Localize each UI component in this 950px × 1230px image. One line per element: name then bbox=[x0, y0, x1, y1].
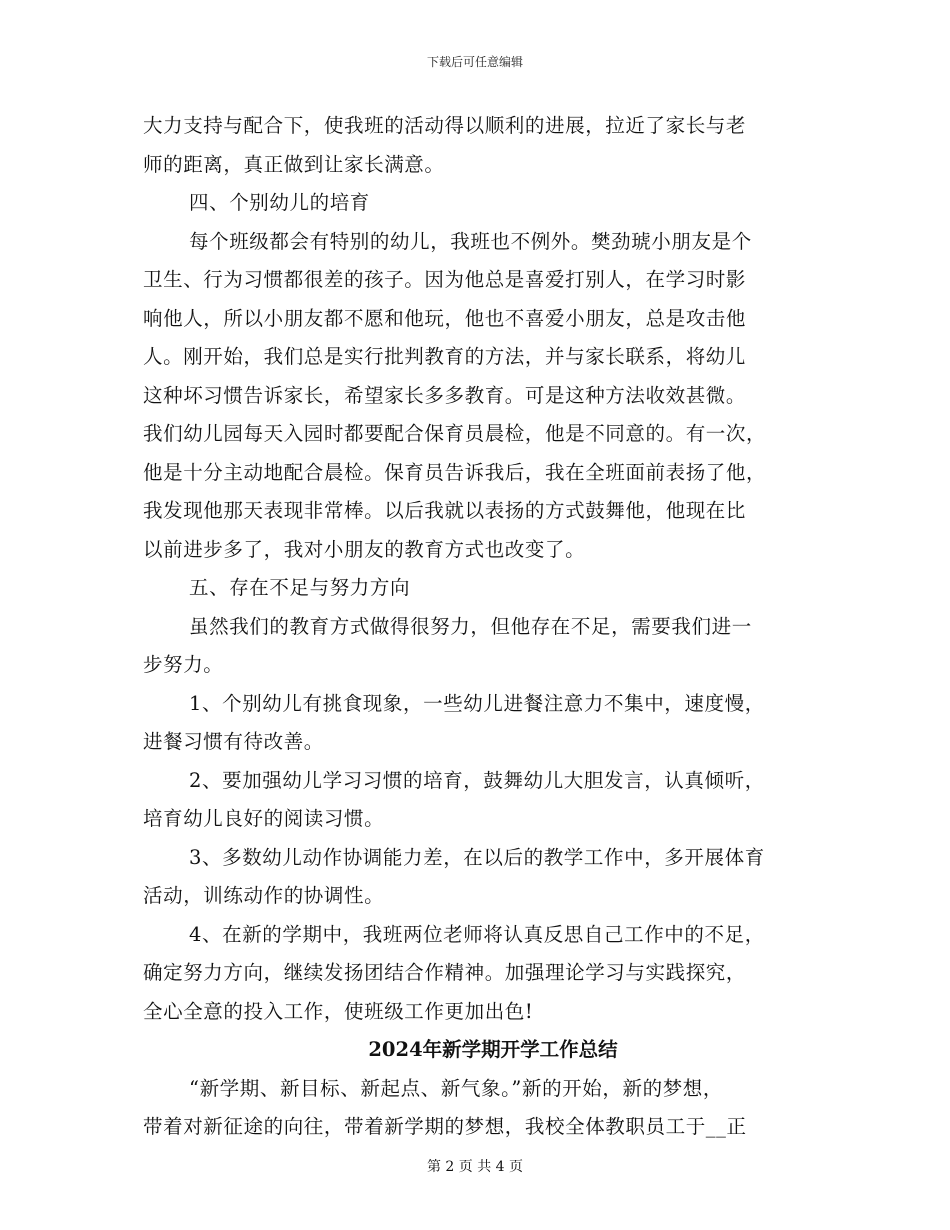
body-line: 虽然我们的教育方式做得很努力，但他存在不足，需要我们进一 bbox=[189, 614, 752, 638]
body-line: 他是十分主动地配合晨检。保育员告诉我后，我在全班面前表扬了他， bbox=[143, 460, 767, 484]
section-title: 2024年新学期开学工作总结 bbox=[368, 1038, 618, 1061]
body-line: 我发现他那天表现非常棒。以后我就以表扬的方式鼓舞他，他现在比 bbox=[143, 499, 747, 522]
body-line: 人。刚开始，我们总是实行批判教育的方法，并与家长联系，将幼儿 bbox=[143, 345, 747, 368]
body-line: 每个班级都会有特别的幼儿，我班也不例外。樊劲琥小朋友是个 bbox=[189, 229, 752, 253]
document-body bbox=[143, 107, 803, 1147]
body-line: 步努力。 bbox=[143, 653, 224, 676]
body-line: 卫生、行为习惯都很差的孩子。因为他总是喜爱打别人，在学习时影 bbox=[143, 268, 747, 291]
body-line: 这种坏习惯告诉家长，希望家长多多教育。可是这种方法收效甚微。 bbox=[143, 383, 747, 407]
body-line: 培育幼儿良好的阅读习惯。 bbox=[143, 807, 385, 830]
body-line: 带着对新征途的向往，带着新学期的梦想，我校全体教职员工于__正 bbox=[143, 1115, 747, 1138]
body-line: 师的距离，真正做到让家长满意。 bbox=[143, 152, 445, 176]
list-item-2: 2、要加强幼儿学习习惯的培育，鼓舞幼儿大胆发言，认真倾听， bbox=[189, 768, 765, 792]
body-line: “新学期、新目标、新起点、新气象。”新的开始，新的梦想， bbox=[189, 1076, 723, 1100]
body-line: 确定努力方向，继续发扬团结合作精神。加强理论学习与实践探究， bbox=[143, 961, 747, 984]
body-line: 活动，训练动作的协调性。 bbox=[143, 884, 385, 907]
page-number: 第 2 页 共 4 页 bbox=[426, 1159, 524, 1175]
page-header-note: 下载后可任意编辑 bbox=[426, 55, 523, 69]
body-line: 进餐习惯有待改善。 bbox=[143, 730, 324, 753]
body-line: 全心全意的投入工作，使班级工作更加出色! bbox=[143, 999, 534, 1023]
body-line: 大力支持与配合下，使我班的活动得以顺利的进展，拉近了家长与老 bbox=[143, 114, 747, 137]
section-heading-five: 五、存在不足与努力方向 bbox=[189, 576, 411, 599]
body-line: 以前进步多了，我对小朋友的教育方式也改变了。 bbox=[143, 537, 586, 561]
section-heading-four: 四、个别幼儿的培育 bbox=[189, 191, 370, 214]
list-item-4: 4、在新的学期中，我班两位老师将认真反思自己工作中的不足， bbox=[189, 922, 765, 946]
body-line: 我们幼儿园每天入园时都要配合保育员晨检，他是不同意的。有一次， bbox=[143, 422, 767, 445]
list-item-3: 3、多数幼儿动作协调能力差，在以后的教学工作中，多开展体育 bbox=[189, 845, 765, 869]
body-line: 响他人，所以小朋友都不愿和他玩，他也不喜爱小朋友，总是攻击他 bbox=[143, 306, 747, 330]
list-item-1: 1、个别幼儿有挑食现象，一些幼儿进餐注意力不集中，速度慢， bbox=[189, 691, 765, 715]
